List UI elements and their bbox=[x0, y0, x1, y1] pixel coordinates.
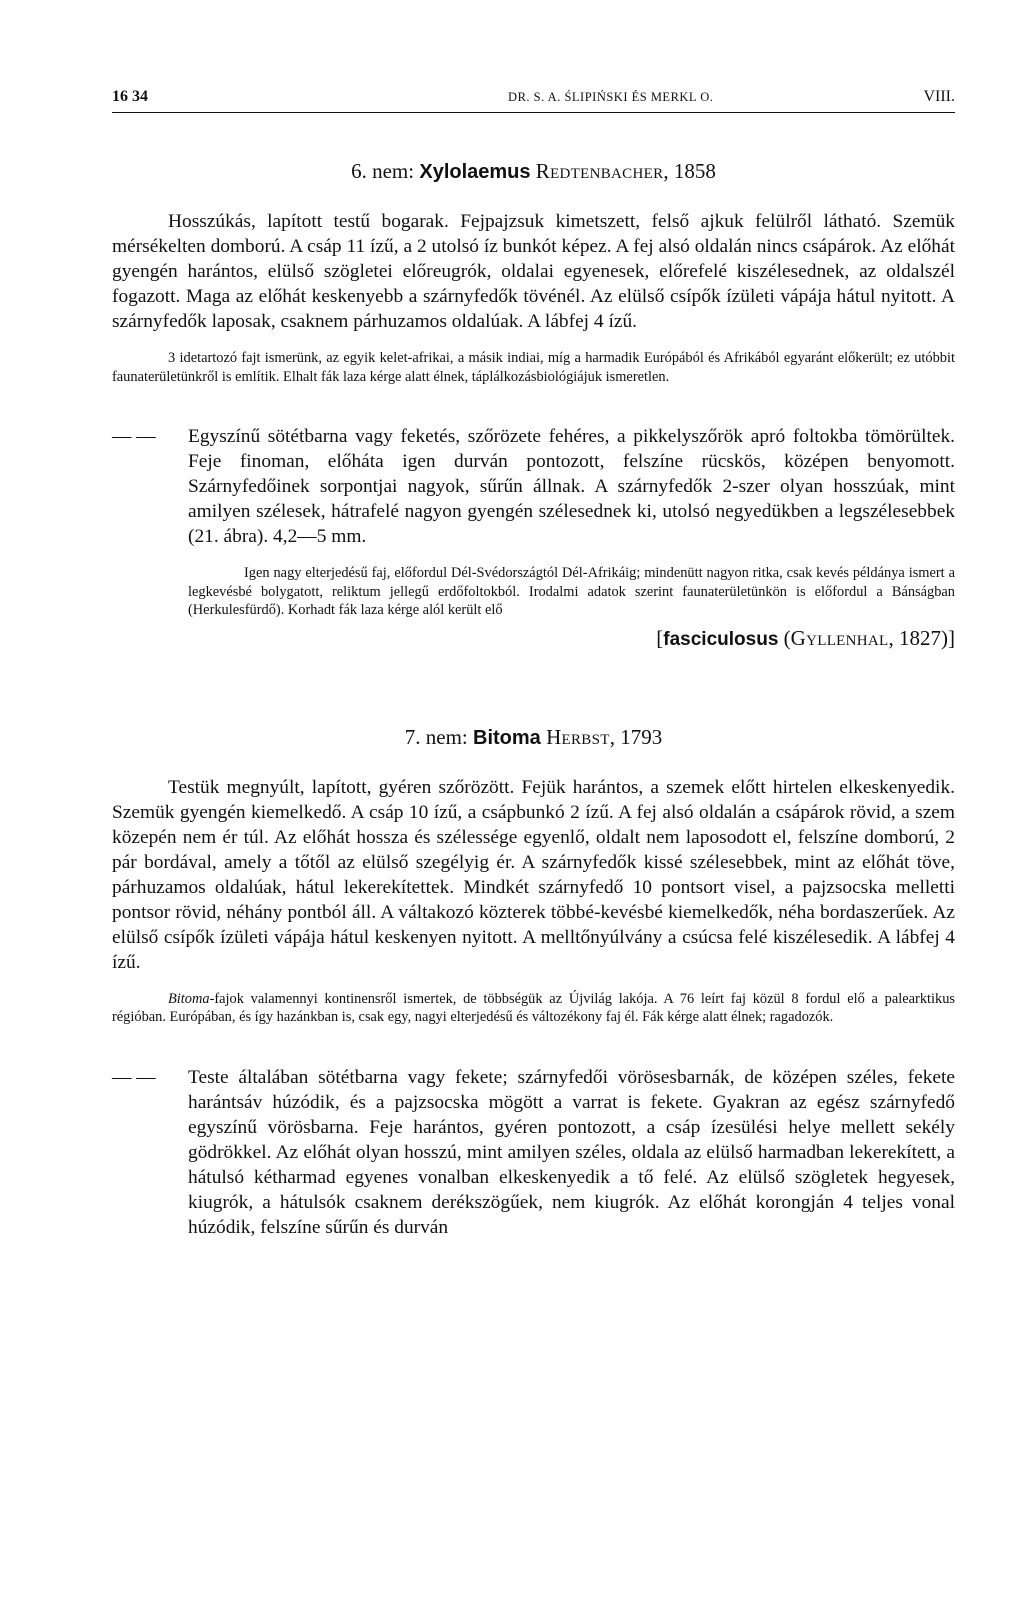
running-authors: DR. S. A. ŚLIPIŃSKI ÉS MERKL O. bbox=[508, 90, 714, 104]
genus-number: 7. nem: bbox=[404, 724, 474, 749]
section-number: VIII. bbox=[923, 88, 955, 105]
species-author: Gyllenhal bbox=[790, 625, 889, 650]
genus-description: Testük megnyúlt, lapított, gyéren szőrözött. Fejük harántos, a szemek előtt hirtelen elkeskenyedik. Szemük gyengén kiemelkedő. A csáp 10 ízű, a csápbunkó 2 ízű. A fej alsó oldalán a csápárok rövid, a szem közepén nem ér túl. Az előhát hossza és szélessége egyenlő, oldalt nem laposodott el, felszíne domború, 2 pár bordával, amely a tőtől az elülső szegélyig ér. A szárnyfedők kissé szélesebbek, mint az előhát töve, párhuzamos oldalúak, hátul lekerekítettek. Mindkét szárnyfedő 10 pontsort visel, a pajzsocska melletti pontsor rövid, néhány pontból áll. A váltakozó közterek többé-kevésbé kiemelkedők, néha bordaszerűek. Az elülső csípők ízületi vápája hátul keskenyen nyitott. A melltőnyúlvány a csúcsa felé kiszélesedik. A lábfej 4 ízű. bbox=[112, 776, 955, 973]
genus-year: , 1793 bbox=[609, 724, 663, 749]
genus-number: 6. nem: bbox=[351, 159, 420, 183]
species-epithet: fasciculosus bbox=[663, 628, 779, 650]
genus-note: Bitoma-fajok valamennyi kontinensről ismertek, de többségük az Újvilág lakója. A 76 leírt faj közül 8 fordul elő a palearktikus régióban. Európában, és így hazánkban is, csak egy, nagyi elterjedésű és változékony faj él. Fák kérge alatt élnek; ragadozók. bbox=[112, 990, 955, 1025]
species-description: Egyszínű sötétbarna vagy feketés, szőrözete fehéres, a pikkelyszőrök apró foltokba tömörültek. Feje finoman, előháta igen durván pontozott, felszíne rücskös, középen benyomott. Szárnyfedőinek sorpontjai nagyok, sűrűn állnak. A szárnyfedők 2-szer olyan hosszúak, mint amilyen szélesek, hátrafelé nagyon gyengén szélesednek ki, utolsó negyedükben a legszélesebbek (21. ábra). 4,2—5 mm. bbox=[188, 426, 955, 547]
genus-author: Herbst bbox=[546, 724, 610, 749]
species-entry bbox=[112, 424, 955, 651]
species-dash: — — bbox=[112, 1066, 156, 1088]
species-dash: — — bbox=[112, 426, 156, 447]
genus-author: Redtenbacher bbox=[535, 159, 664, 183]
page-number: 16 34 bbox=[112, 88, 148, 105]
page bbox=[112, 88, 955, 1240]
species-name: [fasciculosus (Gyllenhal, 1827)] bbox=[656, 625, 955, 650]
species-note: Igen nagy elterjedésű faj, előfordul Dél-Svédországtól Dél-Afrikáig; mindenütt nagyon ritka, csak kevés példánya ismert a legkevésbé bolygatott, reliktum jellegű erdőfoltokból. Irodalmi adatok szerint faunaterületünkön is előfordul a Bánságban (Herkulesfürdő). Korhadt fák laza kérge alól került elő bbox=[188, 565, 955, 618]
genus-note-italic: Bitoma bbox=[168, 990, 210, 1007]
genus-heading-xylolaemus bbox=[112, 159, 955, 184]
genus-name: Bitoma bbox=[473, 726, 541, 749]
genus-year: , 1858 bbox=[663, 159, 716, 183]
genus-description: Hosszúkás, lapított testű bogarak. Fejpajzsuk kimetszett, felső ajkuk felülről látható. Szemük mérsékelten domború. A csáp 11 ízű, a 2 utolsó íz bunkót képez. A fej alsó oldalán nincs csápárok. Az előhát gyengén harántos, elülső szögletei előreugrók, oldalai egyenesek, előrefelé kiszélesednek, az oldalszél fogazott. Maga az előhát keskenyebb a szárnyfedők tövénél. Az elülső csípők ízületi vápája hátul nyitott. A szárnyfedők laposak, csaknem párhuzamos oldalúak. A lábfej 4 ízű. bbox=[112, 211, 955, 332]
species-description: Teste általában sötétbarna vagy fekete; szárnyfedői vörösesbarnák, de középen széles, fekete harántsáv húzódik, és a pajzsocska mögött a varrat is fekete. Gyakran az egész szárnyfedő egyszínű vörösbarna. Feje harántos, gyéren pontozott, a csáp ízesülési helye mellett sekély gödrökkel. Az előhát olyan hosszú, mint amilyen széles, oldala az elülső harmadban lekerekített, a hátulsó kétharmad egyenes vonalban elkeskenyedik a tő felé. Az elülső szögletek hegyesek, kiugrók, a hátulsók csaknem derékszögűek, nem kiugrók. Az előhát korongján 4 teljes vonal húzódik, felszíne sűrűn és durván bbox=[188, 1066, 955, 1238]
species-entry bbox=[112, 1065, 955, 1240]
genus-heading-bitoma bbox=[112, 725, 955, 750]
running-header bbox=[112, 88, 955, 113]
genus-name: Xylolaemus bbox=[419, 161, 531, 183]
genus-note: 3 idetartozó fajt ismerünk, az egyik kelet-afrikai, a másik indiai, míg a harmadik Európából és Afrikából egyaránt előkerült; ez utóbbit faunaterületünkről is említik. Elhalt fák laza kérge alatt élnek, táplálkozásbiológiájuk ismeretlen. bbox=[112, 350, 955, 385]
